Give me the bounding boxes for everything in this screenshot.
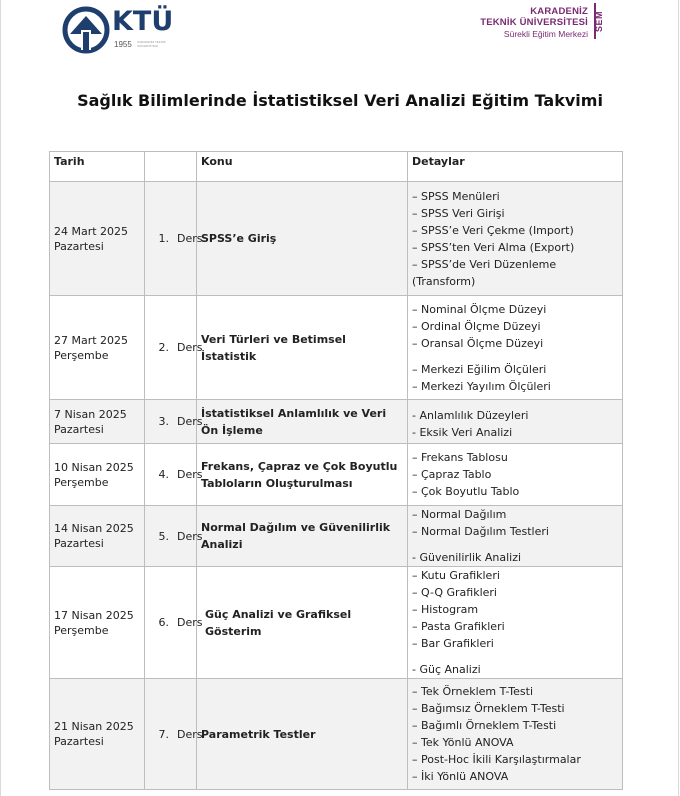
sem-logo (480, 6, 588, 40)
lesson-label: Ders (177, 415, 203, 428)
row-lesson (145, 296, 203, 400)
ktu-tiny-text: KARADENİZ TEKNİK ÜNİVERSİTESİ (137, 40, 166, 48)
row-date (50, 444, 145, 506)
row-lesson (145, 506, 203, 567)
detail-item: – Tek Örneklem T-Testi (412, 685, 533, 698)
sem-logo-line3: Sürekli Eğitim Merkezi (503, 29, 588, 39)
ktu-year: 1955 (114, 40, 132, 49)
day-text: Pazartesi (54, 735, 104, 748)
date-text: 27 Mart 2025 (54, 333, 129, 347)
detail-item: – SPSS Menüleri (412, 189, 500, 203)
lesson-label: Ders (177, 727, 203, 741)
row-topic: Frekans, Çapraz ve Çok Boyutlu Tabloların Oluşturulması (197, 444, 408, 506)
lesson-label: Ders (177, 341, 203, 354)
row-details (408, 296, 623, 400)
detail-item: – Oransal Ölçme Düzeyi (412, 336, 544, 350)
detail-item: - Eksik Veri Analizi (412, 425, 513, 439)
detail-item: – Normal Dağılım (412, 508, 507, 521)
lesson-label: Ders (177, 616, 203, 629)
detail-item: – SPSS’ten Veri Alma (Export) (412, 240, 575, 254)
detail-item: – Merkezi Eğilim Ölçüleri (412, 362, 547, 376)
day-text: Pazartesi (54, 537, 104, 550)
detail-item: – SPSS Veri Girişi (412, 206, 505, 220)
ktu-emblem-icon (62, 6, 110, 54)
detail-item: – Q-Q Grafikleri (412, 586, 497, 599)
row-topic: Güç Analizi ve Grafiksel Gösterim (197, 567, 408, 679)
date-text: 21 Nisan 2025 (54, 720, 134, 733)
ktu-logo (62, 6, 182, 56)
table-header-row (50, 152, 623, 182)
header-date: Tarih (50, 152, 145, 182)
header-details: Detaylar (408, 152, 623, 182)
detail-item: - Anlamlılık Düzeyleri (412, 408, 529, 422)
lesson-number: 2. (158, 341, 169, 354)
detail-item: – SPSS’de Veri Düzenleme (412, 257, 557, 271)
detail-item: - Güç Analizi (412, 663, 481, 676)
header-num (145, 152, 197, 182)
row-date (50, 567, 145, 679)
row-date (50, 182, 145, 296)
lesson-number: 5. (158, 529, 169, 543)
detail-item: – Bar Grafikleri (412, 637, 494, 650)
detail-item: – Nominal Ölçme Düzeyi (412, 302, 547, 316)
detail-item: (Transform) (412, 274, 476, 288)
detail-item: – Histogram (412, 603, 479, 616)
detail-item: – Çapraz Tablo (412, 468, 492, 481)
schedule-table (49, 151, 623, 790)
date-text: 24 Mart 2025 (54, 224, 129, 238)
sem-logo-line2: TEKNİK ÜNİVERSİTESİ (480, 17, 588, 28)
row-date (50, 296, 145, 400)
row-topic: Normal Dağılım ve Güvenilirlik Analizi (197, 506, 408, 567)
lesson-label: Ders (177, 468, 203, 481)
date-text: 17 Nisan 2025 (54, 608, 134, 622)
row-details (408, 567, 623, 679)
table-row (50, 506, 623, 567)
lesson-number: 7. (158, 727, 169, 741)
lesson-label: Ders (177, 529, 203, 543)
table-row (50, 400, 623, 444)
row-lesson (145, 567, 203, 679)
row-date (50, 679, 145, 790)
detail-item: – Merkezi Yayılım Ölçüleri (412, 379, 551, 393)
row-details (408, 182, 623, 296)
day-text: Perşembe (54, 475, 109, 489)
detail-item: – Çok Boyutlu Tablo (412, 485, 520, 498)
row-details (408, 679, 623, 790)
detail-item: – Bağımlı Örneklem T-Testi (412, 719, 557, 732)
table-row (50, 567, 623, 679)
lesson-number: 4. (158, 468, 169, 481)
detail-item: – Normal Dağılım Testleri (412, 525, 549, 538)
row-lesson (145, 444, 203, 506)
detail-item: – Ordinal Ölçme Düzeyi (412, 319, 541, 333)
table-row (50, 444, 623, 506)
row-lesson (145, 400, 203, 444)
detail-item: – Pasta Grafikleri (412, 620, 505, 633)
ktu-wordmark: KTÜ (112, 6, 174, 37)
detail-item: – Bağımsız Örneklem T-Testi (412, 702, 565, 715)
date-text: 10 Nisan 2025 (54, 460, 134, 474)
row-lesson (145, 679, 203, 790)
lesson-number: 1. (158, 232, 169, 245)
date-text: 14 Nisan 2025 (54, 522, 134, 535)
sem-logo-vertical: SEM (594, 10, 604, 32)
sem-logo-line1: KARADENİZ (530, 6, 588, 17)
row-details (408, 400, 623, 444)
table-row (50, 679, 623, 790)
row-topic: Veri Türleri ve Betimsel İstatistik (197, 296, 408, 400)
lesson-number: 3. (158, 415, 169, 428)
lesson-number: 6. (158, 616, 169, 629)
header-topic: Konu (197, 152, 408, 182)
detail-item: – İki Yönlü ANOVA (412, 770, 509, 783)
detail-item: – Tek Yönlü ANOVA (412, 736, 514, 749)
page-border-right (678, 0, 679, 796)
detail-item: – SPSS’e Veri Çekme (Import) (412, 223, 574, 237)
row-date (50, 506, 145, 567)
document-title: Sağlık Bilimlerinde İstatistiksel Veri Analizi Eğitim Takvimi (77, 91, 603, 110)
row-date (50, 400, 145, 444)
row-topic: Parametrik Testler (197, 679, 408, 790)
row-details (408, 444, 623, 506)
row-lesson (145, 182, 203, 296)
detail-item: – Kutu Grafikleri (412, 569, 500, 582)
lesson-label: Ders (177, 232, 203, 245)
day-text: Pazartesi (54, 239, 104, 253)
page-border-left (0, 0, 1, 796)
day-text: Pazartesi (54, 422, 104, 436)
detail-item: – Frekans Tablosu (412, 451, 508, 464)
detail-item: – Post-Hoc İkili Karşılaştırmalar (412, 753, 581, 766)
row-details (408, 506, 623, 567)
table-row (50, 296, 623, 400)
row-topic: İstatistiksel Anlamlılık ve Veri Ön İşleme (197, 400, 408, 444)
detail-item: - Güvenilirlik Analizi (412, 551, 522, 564)
day-text: Perşembe (54, 348, 109, 362)
day-text: Perşembe (54, 623, 109, 637)
date-text: 7 Nisan 2025 (54, 407, 127, 421)
table-row (50, 182, 623, 296)
row-topic: SPSS’e Giriş (197, 182, 408, 296)
